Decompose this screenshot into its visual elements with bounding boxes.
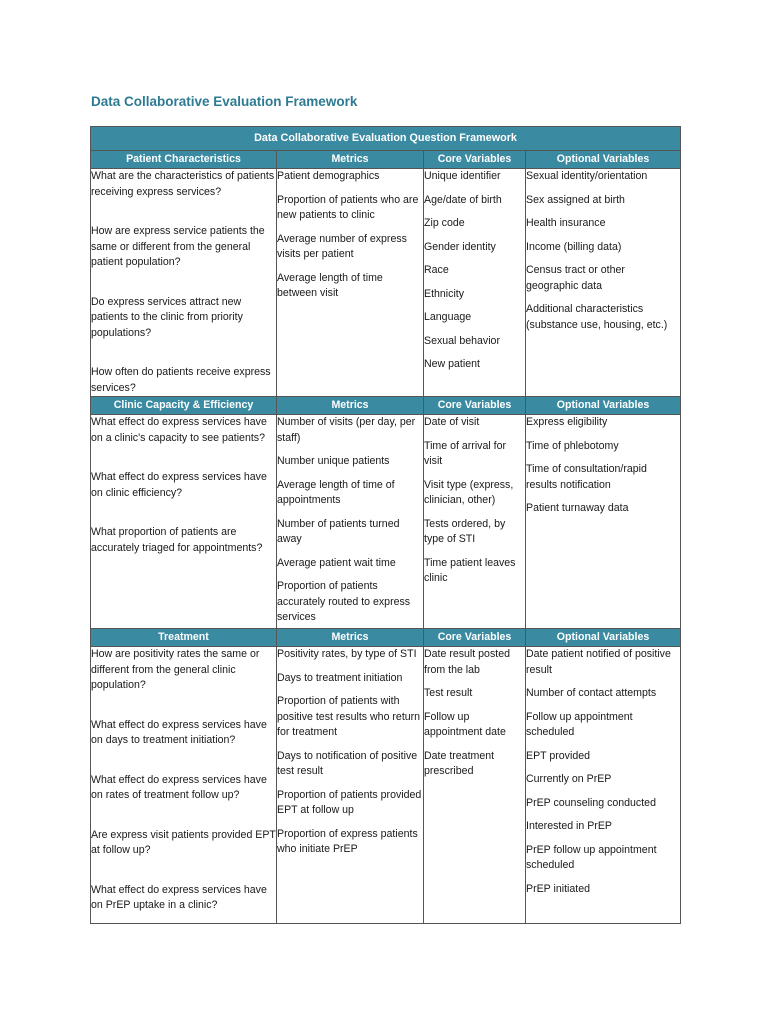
core-variable-text: Race — [424, 264, 449, 276]
column-header: Optional Variables — [526, 629, 681, 647]
column-header: Treatment — [91, 629, 277, 647]
core-variable-text: Ethnicity — [424, 287, 465, 300]
metric-text: Number of visits (per day, per staff) — [277, 416, 416, 444]
optional-variable-text: Census tract or other geographic data — [526, 264, 625, 292]
question-text: How are express service patients the same or different from the general patient population? — [91, 225, 265, 268]
core-variable-text: Date treatment prescribed — [424, 749, 495, 777]
optional-variable-text: Follow up appointment scheduled — [526, 710, 633, 738]
question-text: How are positivity rates the same or different from the general clinic population? — [91, 648, 260, 691]
optional-variable-text: Patient turnaway data — [526, 502, 629, 514]
core-variable-text: Unique identifier — [424, 170, 501, 182]
column-header: Metrics — [277, 151, 424, 169]
metrics-cell — [277, 647, 424, 924]
optional-variable-text: PrEP initiated — [526, 882, 590, 895]
core-variable-text: Tests ordered, by type of STI — [424, 517, 506, 545]
optional-variable-text: Time of phlebotomy — [526, 439, 619, 452]
table-title-row — [91, 127, 681, 151]
core-variable-text: Sexual behavior — [424, 334, 500, 347]
core-variable-text: Follow up appointment date — [424, 710, 506, 738]
optional-variable-text: Currently on PrEP — [526, 773, 612, 785]
metric-text: Average number of express visits per patient — [277, 232, 407, 260]
core-variables-cell — [424, 415, 526, 629]
questions-cell — [91, 647, 277, 924]
core-variable-text: Gender identity — [424, 240, 496, 253]
question-text: What effect do express services have on clinic efficiency? — [91, 471, 267, 499]
core-variable-text: Age/date of birth — [424, 193, 502, 206]
question-text: Do express services attract new patients to the clinic from priority populations? — [91, 295, 243, 339]
core-variable-text: New patient — [424, 358, 480, 370]
core-variable-text: Zip code — [424, 217, 465, 229]
optional-variables-cell — [526, 415, 681, 629]
optional-variable-text: EPT provided — [526, 749, 590, 762]
evaluation-framework-table — [90, 126, 681, 924]
questions-cell — [91, 415, 277, 629]
section-header-row — [91, 151, 681, 169]
question-text: Are express visit patients provided EPT at follow up? — [91, 828, 276, 856]
core-variable-text: Date of visit — [424, 416, 480, 428]
metric-text: Proportion of patients provided EPT at follow up — [277, 788, 422, 816]
column-header: Core Variables — [424, 151, 526, 169]
question-text: What effect do express services have on rates of treatment follow up? — [91, 773, 267, 801]
section-header-row — [91, 397, 681, 415]
optional-variable-text: Income (billing data) — [526, 240, 622, 253]
optional-variable-text: Additional characteristics (substance use, housing, etc.) — [526, 303, 668, 331]
question-text: What proportion of patients are accurately triaged for appointments? — [91, 526, 263, 554]
metric-text: Proportion of express patients who initiate PrEP — [277, 827, 418, 855]
question-text: What are the characteristics of patients receiving express services? — [91, 170, 275, 198]
column-header: Core Variables — [424, 397, 526, 415]
metric-text: Proportion of patients accurately routed to express services — [277, 580, 411, 623]
core-variable-text: Time of arrival for visit — [424, 439, 507, 467]
optional-variable-text: Interested in PrEP — [526, 820, 612, 832]
section-header-row — [91, 629, 681, 647]
question-text: How often do patients receive express services? — [91, 366, 271, 394]
optional-variable-text: Time of consultation/rapid results notification — [526, 463, 647, 491]
metric-text: Positivity rates, by type of STI — [277, 648, 417, 660]
metric-text: Proportion of patients who are new patients to clinic — [277, 193, 419, 221]
metric-text: Days to treatment initiation — [277, 671, 403, 684]
metric-text: Patient demographics — [277, 170, 380, 182]
column-header: Clinic Capacity & Efficiency — [91, 397, 277, 415]
question-text: What effect do express services have on PrEP uptake in a clinic? — [91, 883, 267, 911]
metric-text: Number of patients turned away — [277, 517, 400, 545]
optional-variable-text: Sexual identity/orientation — [526, 170, 648, 182]
optional-variable-text: Date patient notified of positive result — [526, 648, 671, 676]
section-body-row — [91, 647, 681, 924]
core-variables-cell — [424, 647, 526, 924]
metric-text: Days to notification of positive test result — [277, 749, 418, 777]
column-header: Patient Characteristics — [91, 151, 277, 169]
core-variable-text: Visit type (express, clinician, other) — [424, 478, 514, 506]
metric-text: Average length of time between visit — [277, 271, 383, 299]
optional-variables-cell — [526, 169, 681, 397]
metrics-cell — [277, 169, 424, 397]
metrics-cell — [277, 415, 424, 629]
page-title: Data Collaborative Evaluation Framework — [91, 94, 358, 109]
optional-variable-text: PrEP counseling conducted — [526, 796, 656, 809]
question-text: What effect do express services have on days to treatment initiation? — [91, 718, 267, 746]
column-header: Optional Variables — [526, 397, 681, 415]
core-variable-text: Test result — [424, 687, 473, 699]
column-header: Optional Variables — [526, 151, 681, 169]
column-header: Metrics — [277, 397, 424, 415]
metric-text: Average length of time of appointments — [277, 478, 395, 506]
optional-variable-text: Number of contact attempts — [526, 687, 657, 699]
table-title: Data Collaborative Evaluation Question Framework — [91, 127, 681, 151]
metric-text: Number unique patients — [277, 455, 390, 467]
optional-variables-cell — [526, 647, 681, 924]
question-text: What effect do express services have on a clinic's capacity to see patients? — [91, 416, 267, 444]
core-variable-text: Time patient leaves clinic — [424, 556, 516, 584]
column-header: Core Variables — [424, 629, 526, 647]
metric-text: Average patient wait time — [277, 556, 396, 569]
optional-variable-text: Health insurance — [526, 217, 606, 229]
section-body-row — [91, 415, 681, 629]
core-variable-text: Language — [424, 311, 472, 323]
core-variable-text: Date result posted from the lab — [424, 648, 510, 676]
optional-variable-text: Express eligibility — [526, 416, 608, 428]
metric-text: Proportion of patients with positive test results who return for treatment — [277, 695, 421, 738]
column-header: Metrics — [277, 629, 424, 647]
optional-variable-text: PrEP follow up appointment scheduled — [526, 843, 657, 871]
core-variables-cell — [424, 169, 526, 397]
optional-variable-text: Sex assigned at birth — [526, 193, 625, 206]
questions-cell — [91, 169, 277, 397]
section-body-row — [91, 169, 681, 397]
